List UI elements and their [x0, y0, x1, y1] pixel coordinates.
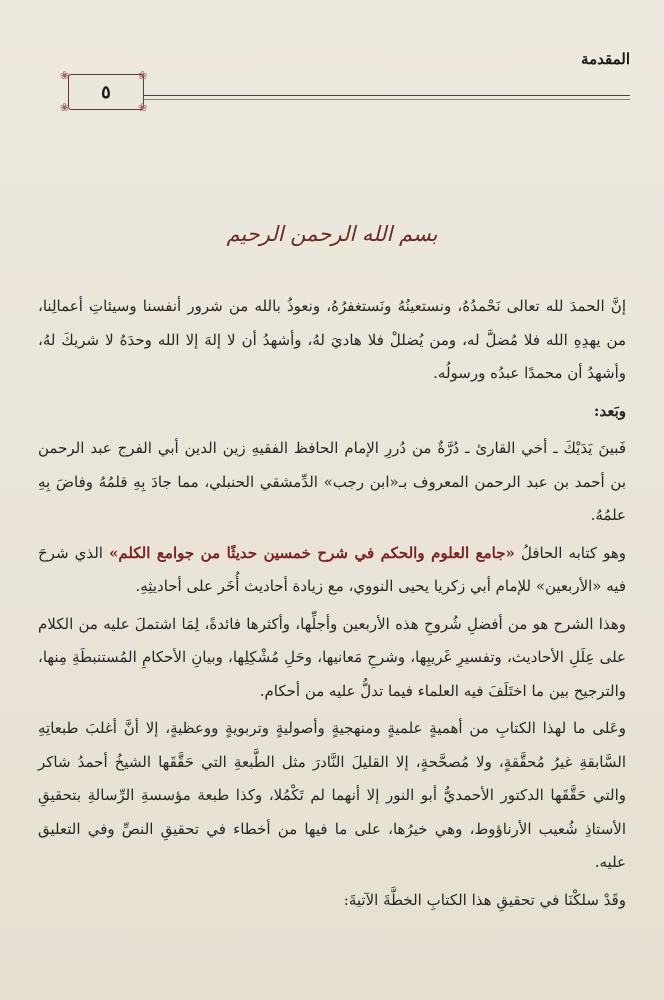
- paragraph: إنَّ الحمدَ لله تعالى نَحْمدُهُ، ونستعينُهُ ونَستغفرُهُ، ونعوذُ بالله من شرور أنفسنا وسيئاتِ أعمالِنا، من يهدِهِ الله فلا مُضلَّ له، ومن يُضللْ فلا هاديَ لهُ، وأشهدُ أن لا إلهَ إلا الله وحدَهُ لا شريكَ لهُ، وأشهدُ أن محمدًا عبدُه ورسولُه.: [38, 297, 626, 382]
- basmala-calligraphy: بسم الله الرحمن الرحيم: [226, 222, 438, 246]
- header-rule: [80, 95, 630, 96]
- paragraph: [38, 537, 626, 604]
- corner-ornament-icon: ❀: [138, 101, 148, 114]
- paragraph: فَبينَ يَدَيْكَ ـ أخي القارئ ـ دُرَّةٌ من دُررِ الإمام الحافظ الفقيهِ زين الدين أبي الفرج عبد الرحمن بن أحمد بن عبد الرحمن المعروف بـ«ابن رجب» الدِّمشقي الحنبلي، مما جادَ بِهِ قلمُهُ وفاضَ بِهِ علمُهُ.: [38, 439, 626, 524]
- subheading: وبَعد:: [593, 401, 626, 420]
- paragraph-text: الذي شرحَ فيه «الأربعين» للإمام أبي زكريا يحيى النووي، مع زيادة أحاديث أُخَر على أحاديثِهِ.: [38, 543, 626, 595]
- page-header: [40, 44, 640, 114]
- paragraph: وقَدْ سلكْنَا في تحقيقِ هذا الكتابِ الخطَّةَ الآتيةَ:: [343, 890, 626, 909]
- corner-ornament-icon: ❀: [60, 69, 70, 82]
- paragraph: وعَلى ما لهذا الكتابِ من أهميةٍ علميةٍ ومنهجيةٍ وأصوليةٍ وتربويةٍ ووعظيةٍ، إلا أنَّ أغلبَ طبعاتِهِ السَّابقةِ غيرُ مُحقَّقةٍ، ولا مُصحَّحةٍ، إلا القليلَ النَّادرَ مثل الطَّبعةِ التي حَقَّقَها الشيخُ أحمدُ شاكر والتي حَقَّقَها الدكتور الأحمديُّ أبو النور إلا أنهما لم تَكْمُلا، وكذا طبعة مؤسسةِ الرِّسالةِ بتحقيقِ الأستاذِ شُعيب الأرناؤوط، وهي خيرُها، على ما فيها من أخطاء في تحقيقِ النصِّ وفي التعليق عليه.: [38, 719, 626, 871]
- paragraph: وهذا الشرح هو من أفضلِ شُروحِ هذه الأربعين وأجلِّها، وأكثرها فائدةً، لِمَا اشتملَ عليه من الكلام على عِلَلِ الأحاديث، وتفسيرِ غَريبِها، وشرحِ مَعانيها، وحَلِ مُشْكِلِها، وبيانِ الأحكامِ المُستنبطَةِ مِنها، والترجيح بين ما اختَلَفَ فيه العلماء فيما تدلُّ عليه من أحكام.: [38, 614, 626, 700]
- header-rule-secondary: [80, 99, 630, 100]
- corner-ornament-icon: ❀: [138, 69, 148, 82]
- corner-ornament-icon: ❀: [60, 101, 70, 114]
- paragraph-text: وهو كتابه الحافلُ: [514, 543, 626, 562]
- section-title: المقدمة: [581, 50, 630, 68]
- book-title: «جامع العلوم والحكم في شرح خمسين حديثًا من جوامع الكلم»: [109, 543, 515, 562]
- page-number-box: [68, 74, 144, 110]
- page-number: ٥: [101, 81, 111, 103]
- body-text: [38, 290, 626, 921]
